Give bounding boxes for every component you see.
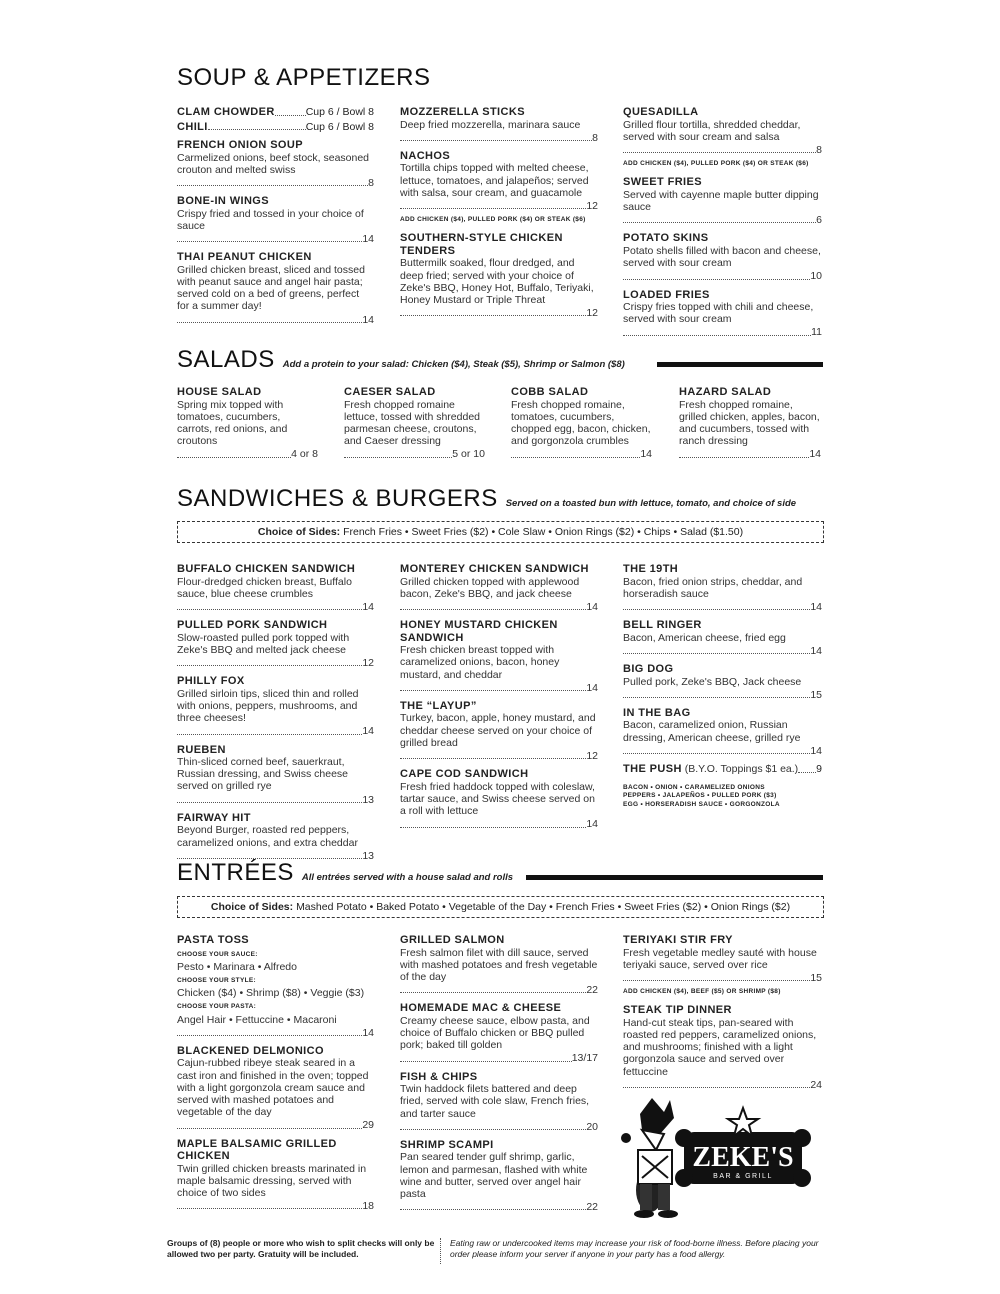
toppings-list: BACON • ONION • CARAMELIZED ONIONS PEPPERS • JALAPEÑOS • PULLED PORK ($3) EGG • HORSERADISH SAUCE • GORGONZOLA [623,783,780,808]
section-divider [526,875,823,880]
menu-item: BLACKENED DELMONICO Cajun-rubbed ribeye steak seared in a cast iron and finished in the oven; topped with a light gorgonzola cream sauce and served with mashed potatoes and vegetable of the day 29 [177,1044,374,1132]
menu-item: RUEBEN Thin-sliced corned beef, sauerkraut, Russian dressing, and Swiss cheese served on grilled rye 13 [177,743,374,806]
menu-item: IN THE BAG Bacon, caramelized onion, Russian dressing, American cheese, grilled rye 14 [623,706,822,757]
menu-item: PASTA TOSS CHOOSE YOUR SAUCE: Pesto • Marinara • Alfredo CHOOSE YOUR STYLE: Chicken ($4) • Shrimp ($8) • Veggie ($3) CHOOSE YOUR PASTA: Angel Hair • Fettuccine • Macaroni 14 [177,934,374,1039]
menu-item: HOMEMADE MAC & CHEESE Creamy cheese sauce, elbow pasta, and choice of Buffalo chicken or BBQ pulled pork; baked till golden 13/17 [400,1002,598,1065]
salad-item: COBB SALAD Fresh chopped romaine, tomatoes, cucumbers, chopped egg, bacon, chicken, and gorgonzola crumbles 14 [511,386,652,461]
menu-item: SWEET FRIES Served with cayenne maple butter dipping sauce 6 [623,176,822,227]
menu-item: CHILI Cup 6 / Bowl 8 [177,120,374,133]
sandwich-column-2 [400,563,598,837]
salads-note: Add a protein to your salad: Chicken ($4), Steak ($5), Shrimp or Salmon ($8) [282,359,625,370]
entree-column-2 [400,934,598,1219]
menu-item: BONE-IN WINGS Crispy fried and tossed in your choice of sauce 14 [177,195,374,246]
menu-item: TERIYAKI STIR FRY Fresh vegetable medley sauté with house teriyaki sauce, served over rice 15 ADD CHICKEN ($4), BEEF ($5) OR SHRIMP ($8) [623,934,822,996]
salad-item: HOUSE SALAD Spring mix topped with tomatoes, cucumbers, carrots, red onions, and croutons 4 or 8 [177,386,318,461]
salads-section-title: SALADS Add a protein to your salad: Chicken ($4), Steak ($5), Shrimp or Salmon ($8) [177,346,625,373]
entrees-section-title: ENTRÉES All entrées served with a house salad and rolls [177,859,514,886]
menu-item: FRENCH ONION SOUP Carmelized onions, beef stock, seasoned crouton and melted swiss 8 [177,139,374,189]
salad-item: HAZARD SALAD Fresh chopped romaine, grilled chicken, apples, bacon, and cucumbers, tossed with ranch dressing 14 [679,386,821,461]
sandwich-sides-box: Choice of Sides: French Fries • Sweet Fries ($2) • Cole Slaw • Onion Rings ($2) • Chips • Salad ($1.50) [177,521,824,543]
menu-item: MONTEREY CHICKEN SANDWICH Grilled chicken topped with applewood bacon, Zeke's BBQ, and jack cheese 14 [400,563,598,613]
menu-item: LOADED FRIES Crispy fries topped with chili and cheese, served with sour cream 11 [623,288,822,339]
menu-item: PHILLY FOX Grilled sirloin tips, sliced thin and rolled with onions, peppers, mushrooms, and three cheeses! 14 [177,675,374,738]
entree-column-1 [177,934,374,1218]
menu-item: THE 19TH Bacon, fried onion strips, cheddar, and horseradish sauce 14 [623,563,822,613]
sandwich-column-1 [177,563,374,868]
menu-item: FAIRWAY HIT Beyond Burger, roasted red peppers, caramelized onions, and extra cheddar 13 [177,811,374,862]
menu-item: MOZZERELLA STICKS Deep fried mozzerella, marinara sauce 8 [400,106,598,144]
footer-divider [440,1238,441,1264]
sandwiches-section-title: SANDWICHES & BURGERS Served on a toasted bun with lettuce, tomato, and choice of side [177,485,797,512]
menu-item: CAPE COD SANDWICH Fresh fried haddock topped with coleslaw, tartar sauce, and Swiss cheese served on a roll with lettuce 14 [400,768,598,831]
menu-item: POTATO SKINS Potato shells filled with bacon and cheese, served with sour cream 10 [623,232,822,283]
menu-item: THE PUSH (B.Y.O. Toppings $1 ea.) 9 [623,763,822,776]
sandwich-column-3 [623,563,822,809]
menu-item: PULLED PORK SANDWICH Slow-roasted pulled pork topped with Zeke's BBQ and melted jack cheese 12 [177,619,374,670]
menu-item: THAI PEANUT CHICKEN Grilled chicken breast, sliced and tossed with peanut sauce and angel hair pasta; served cold on a bed of greens, perfect for a summer day! 14 [177,251,374,326]
menu-item: HONEY MUSTARD CHICKEN SANDWICH Fresh chicken breast topped with caramelized onions, bacon, honey mustard, and cheddar 14 [400,619,598,694]
entree-sides-box: Choice of Sides: Mashed Potato • Baked Potato • Vegetable of the Day • French Fries • Sweet Fries ($2) • Onion Rings ($2) [177,896,824,918]
menu-item: NACHOS Tortilla chips topped with melted cheese, lettuce, tomatoes, and jalapeños; served with salsa, sour cream, and guacamole 12 ADD CHICKEN ($4), PULLED PORK ($4) OR STEAK ($6) [400,149,598,224]
menu-item: BIG DOG Pulled pork, Zeke's BBQ, Jack cheese 15 [623,663,822,701]
logo-subtitle: BAR & GRILL [713,1173,773,1180]
menu-item: CLAM CHOWDER Cup 6 / Bowl 8 [177,106,374,119]
menu-item: FISH & CHIPS Twin haddock filets battered and deep fried, served with cole slaw, French fries, and tarter sauce 20 [400,1070,598,1133]
menu-item: SOUTHERN-STYLE CHICKEN TENDERS Buttermilk soaked, flour dredged, and deep fried; served with your choice of Zeke's BBQ, Honey Hot, Buffalo, Teriyaki, Honey Mustard or Triple Threat 12 [400,232,598,320]
food-allergy-note: Eating raw or undercooked items may increase your risk of food-borne illness. Before placing your order please inform your server if anyone in your party has a food allergy. [450,1238,819,1259]
menu-item: BUFFALO CHICKEN SANDWICH Flour-dredged chicken breast, Buffalo sauce, blue cheese crumbles 14 [177,563,374,613]
entree-column-3 [623,934,822,1097]
section-divider [657,362,823,367]
entrees-note: All entrées served with a house salad and rolls [301,872,514,883]
menu-item: BELL RINGER Bacon, American cheese, fried egg 14 [623,619,822,657]
group-policy-note: Groups of (8) people or more who wish to split checks will only be allowed two per party. Gratuity will be included. [167,1238,435,1259]
menu-item: SHRIMP SCAMPI Pan seared tender gulf shrimp, garlic, lemon and parmesan, flashed with white wine and butter, served over angel hair pasta 22 [400,1138,598,1214]
soup-column-2 [400,106,598,325]
menu-item: THE “LAYUP” Turkey, bacon, apple, honey mustard, and cheddar cheese served on your choice of grilled bread 12 [400,699,598,763]
soup-section-title: SOUP & APPETIZERS [177,64,431,91]
menu-item: STEAK TIP DINNER Hand-cut steak tips, pan-seared with roasted red peppers, caramelized onions, and mushrooms; finished with a light gorgonzola sauce and served over fettuccine 24 [623,1004,822,1091]
sandwiches-note: Served on a toasted bun with lettuce, tomato, and choice of side [505,498,797,509]
soup-column-3 [623,106,822,345]
menu-item: QUESADILLA Grilled flour tortilla, shredded cheddar, served with sour cream and salsa 8 ADD CHICKEN ($4), PULLED PORK ($4) OR STEAK ($6) [623,106,822,168]
logo-name: ZEKE'S [692,1142,794,1173]
menu-item: MAPLE BALSAMIC GRILLED CHICKEN Twin grilled chicken breasts marinated in maple balsamic dressing, served with choice of two sides 18 [177,1137,374,1213]
zekes-logo [612,1094,812,1224]
salad-item: CAESER SALAD Fresh chopped romaine lettuce, tossed with shredded parmesan cheese, croutons, and Caeser dressing 5 or 10 [344,386,485,461]
soup-column-1 [177,106,374,332]
menu-item: GRILLED SALMON Fresh salmon filet with dill sauce, served with mashed potatoes and fresh vegetable of the day 22 [400,934,598,997]
fox-mascot-icon [612,1094,812,1224]
